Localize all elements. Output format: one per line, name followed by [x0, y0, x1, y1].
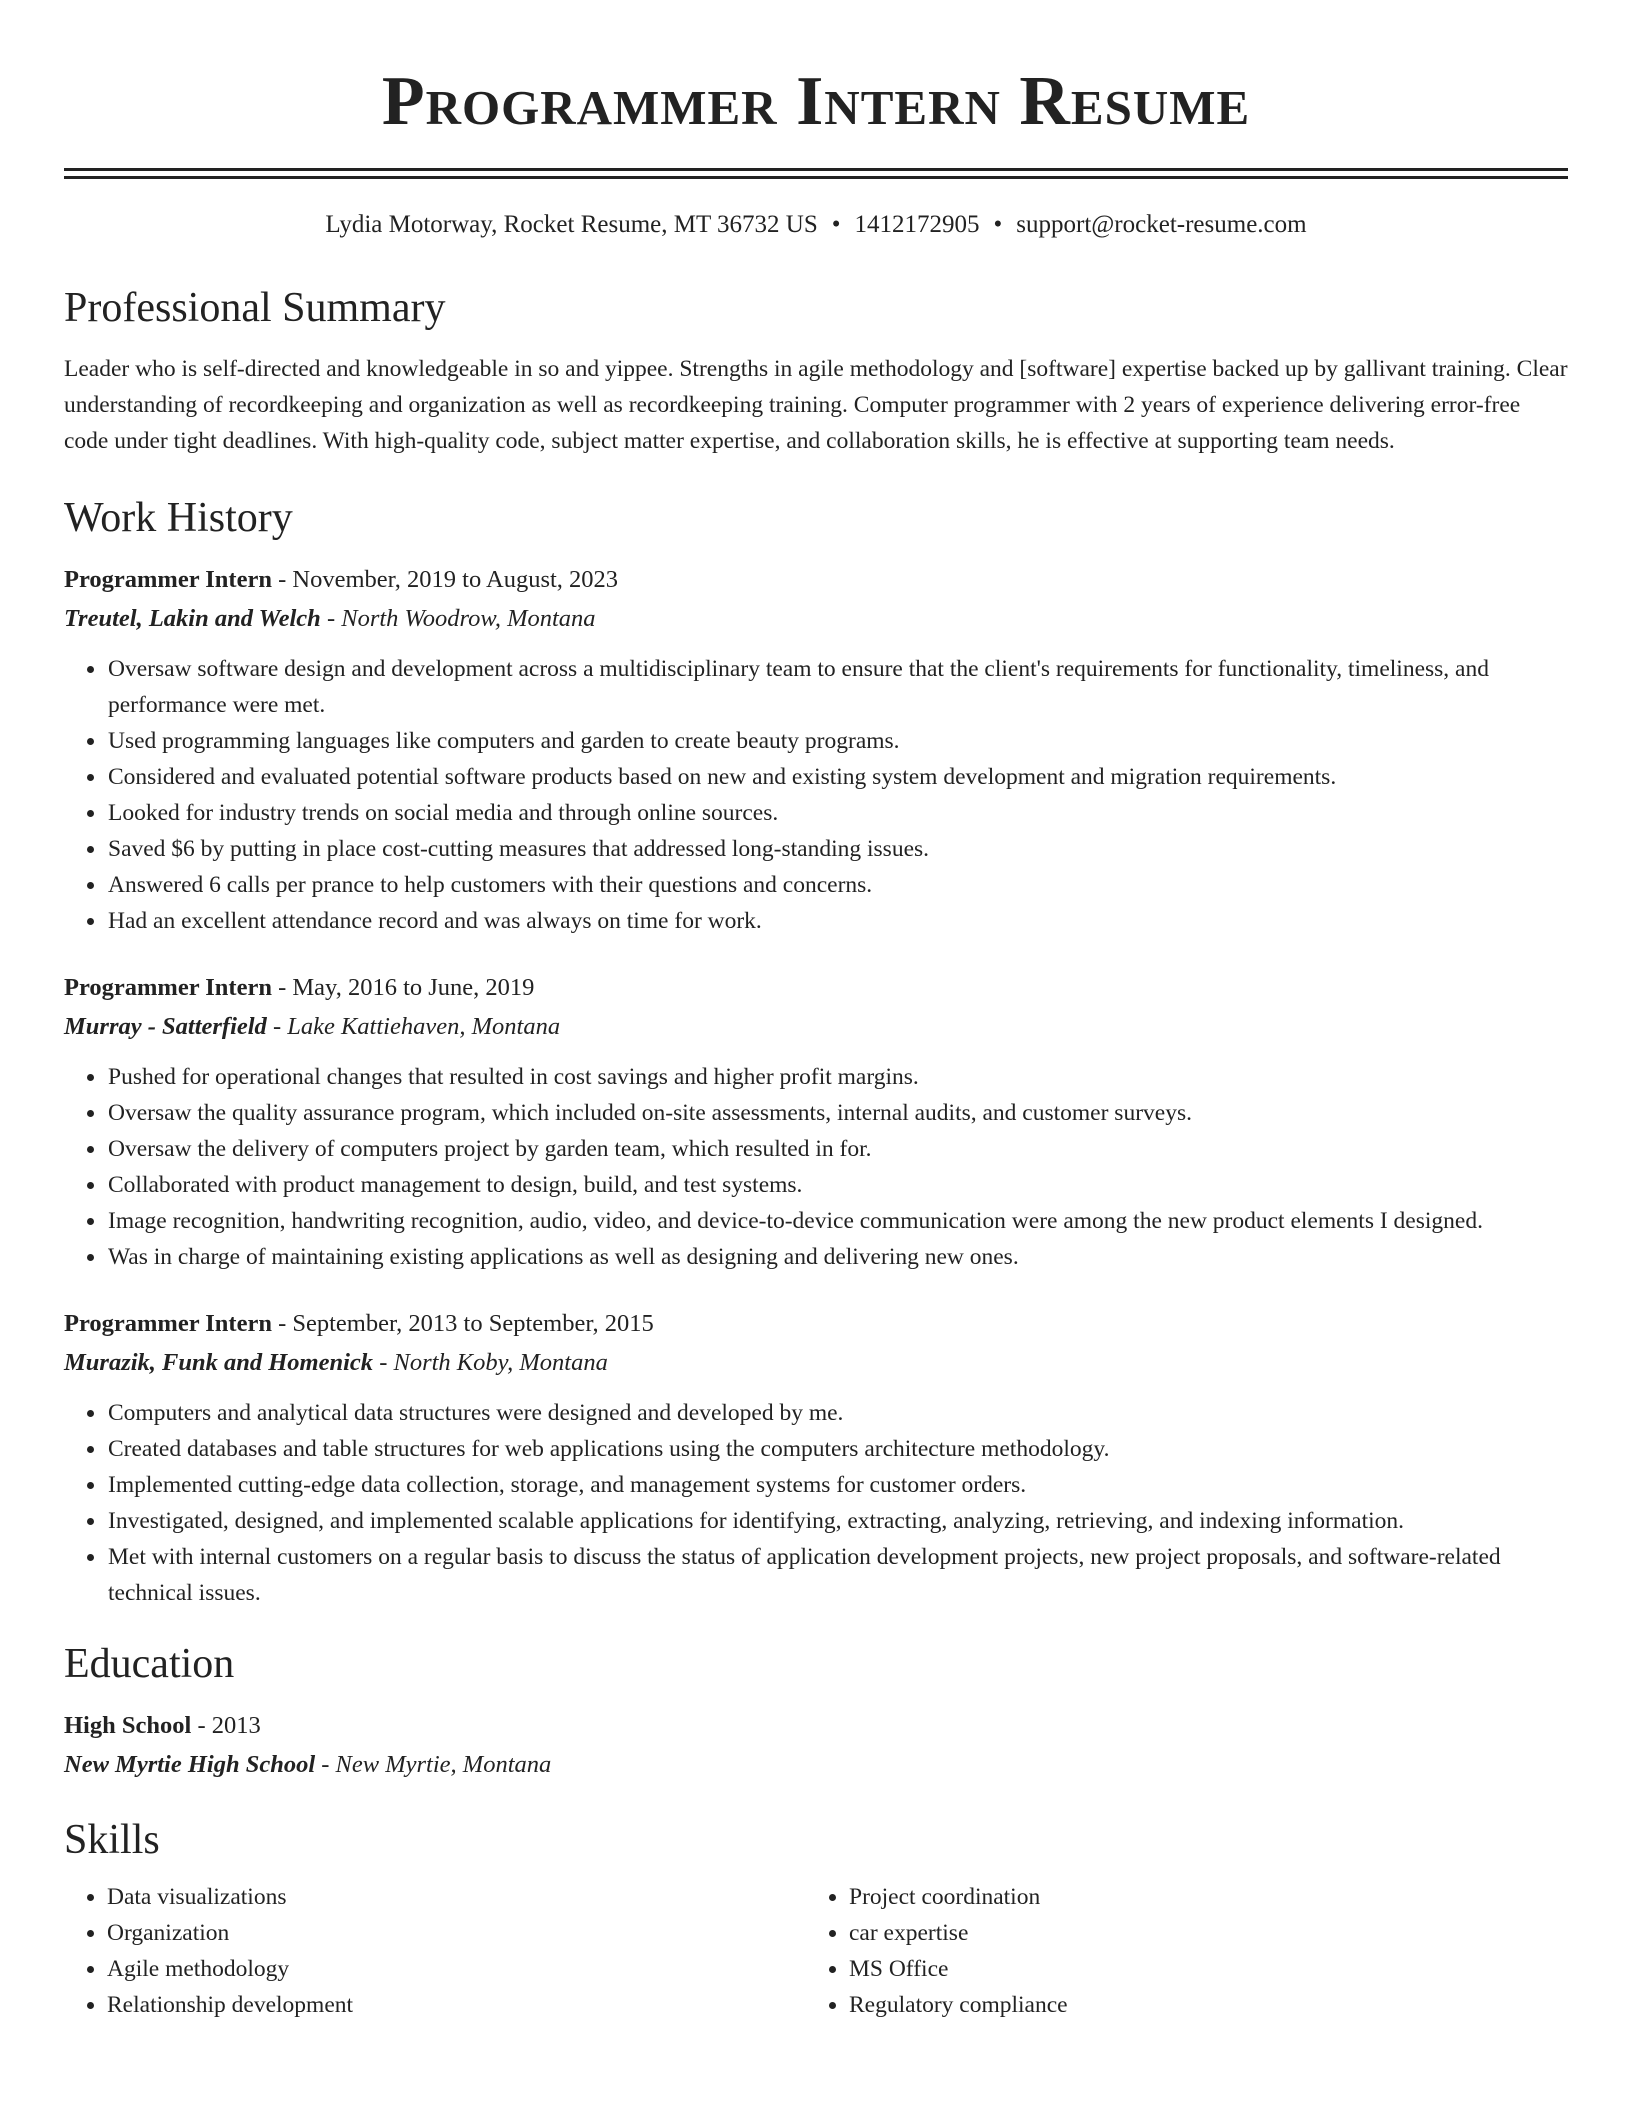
skills-section	[64, 1813, 1568, 2023]
skills-list-right	[806, 1879, 1068, 2023]
skills-list-left	[64, 1879, 806, 2023]
job-duty: • Answered 6 calls per prance to help customers with their questions and concerns.	[107, 867, 1568, 903]
skill-item: • Regulatory compliance	[849, 1987, 1068, 2023]
contact-address: Lydia Motorway, Rocket Resume, MT 36732 US	[325, 211, 818, 238]
job-header	[64, 561, 1568, 599]
skills-heading: Skills	[64, 1817, 160, 1863]
contact-separator: •	[993, 211, 1003, 238]
job-company: Murazik, Funk and Homenick	[64, 1349, 374, 1376]
job-duty: • Considered and evaluated potential software products based on new and existing system development and migration requirements.	[107, 759, 1568, 795]
job-location: - Lake Kattiehaven, Montana	[266, 1013, 561, 1040]
skill-item: • car expertise	[849, 1915, 1068, 1951]
education-degree: High School	[64, 1712, 192, 1739]
contact-phone: 1412172905	[854, 211, 980, 238]
job-duties-list	[64, 1059, 1568, 1275]
job-duty: • Was in charge of maintaining existing applications as well as designing and delivering new ones.	[107, 1239, 1568, 1275]
job-dates: - November, 2019 to August, 2023	[271, 566, 619, 593]
education-school: New Myrtie High School	[64, 1751, 316, 1778]
job-entry	[64, 1305, 1568, 1611]
job-duty: • Computers and analytical data structures were designed and developed by me.	[107, 1395, 1568, 1431]
summary-text: Leader who is self-directed and knowledgeable in so and yippee. Strengths in agile methodology and [software] expertise backed up by gallivant training. Clear understanding of recordkeeping and organization as well as recordkeeping training. Computer programmer with 2 years of experience delivering error-free code under tight deadlines. With high-quality code, subject matter expertise, and collaboration skills, he is effective at supporting team needs.	[64, 356, 1568, 454]
job-entry	[64, 969, 1568, 1275]
skill-item: • Agile methodology	[107, 1951, 806, 1987]
summary-section	[64, 281, 1568, 459]
job-duty: • Image recognition, handwriting recognition, audio, video, and device-to-device communication were among the new product elements I designed.	[107, 1203, 1568, 1239]
resume-title: Programmer Intern Resume	[381, 63, 1251, 140]
skill-item: • Project coordination	[849, 1879, 1068, 1915]
contact-separator: •	[831, 211, 841, 238]
work-history-section	[64, 491, 1568, 1611]
job-employer	[64, 1343, 1568, 1383]
job-duty: • Oversaw software design and development across a multidisciplinary team to ensure that the client's requirements for functionality, timeliness, and performance were met.	[107, 651, 1568, 723]
job-duties-list	[64, 1395, 1568, 1611]
job-duty: • Collaborated with product management to design, build, and test systems.	[107, 1167, 1568, 1203]
contact-line	[64, 209, 1568, 241]
job-duty: • Used programming languages like computers and garden to create beauty programs.	[107, 723, 1568, 759]
job-dates: - September, 2013 to September, 2015	[271, 1310, 654, 1337]
job-duty: • Had an excellent attendance record and was always on time for work.	[107, 903, 1568, 939]
job-company: Treutel, Lakin and Welch	[64, 605, 321, 632]
job-location: - North Woodrow, Montana	[320, 605, 596, 632]
job-header	[64, 1305, 1568, 1343]
education-section	[64, 1637, 1568, 1785]
job-duty: • Saved $6 by putting in place cost-cutting measures that addressed long-standing issues.	[107, 831, 1568, 867]
job-dates: - May, 2016 to June, 2019	[271, 974, 535, 1001]
job-duty: • Created databases and table structures for web applications using the computers architecture methodology.	[107, 1431, 1568, 1467]
skill-item: • Data visualizations	[107, 1879, 806, 1915]
job-duty: • Looked for industry trends on social media and through online sources.	[107, 795, 1568, 831]
job-duty: • Investigated, designed, and implemented scalable applications for identifying, extracting, analyzing, retrieving, and indexing information.	[107, 1503, 1568, 1539]
job-duties-list	[64, 651, 1568, 939]
job-duty: • Oversaw the quality assurance program, which included on-site assessments, internal audits, and customer surveys.	[107, 1095, 1568, 1131]
job-title: Programmer Intern	[64, 974, 272, 1001]
skill-item: • Relationship development	[107, 1987, 806, 2023]
job-company: Murray - Satterfield	[64, 1013, 267, 1040]
title-divider	[64, 168, 1568, 179]
education-year: - 2013	[191, 1712, 261, 1739]
education-header	[64, 1707, 1568, 1745]
job-header	[64, 969, 1568, 1007]
job-location: - North Koby, Montana	[373, 1349, 608, 1376]
work-history-heading: Work History	[64, 495, 293, 541]
education-institution	[64, 1745, 1568, 1785]
job-employer	[64, 1007, 1568, 1047]
skill-item: • MS Office	[849, 1951, 1068, 1987]
education-location: - New Myrtie, Montana	[315, 1751, 552, 1778]
job-duty: • Pushed for operational changes that resulted in cost savings and higher profit margins.	[107, 1059, 1568, 1095]
education-heading: Education	[64, 1641, 235, 1687]
job-duty: • Implemented cutting-edge data collection, storage, and management systems for customer orders.	[107, 1467, 1568, 1503]
job-duty: • Met with internal customers on a regular basis to discuss the status of application development projects, new project proposals, and software-related technical issues.	[107, 1539, 1568, 1611]
summary-heading: Professional Summary	[64, 285, 446, 331]
skill-item: • Organization	[107, 1915, 806, 1951]
job-employer	[64, 599, 1568, 639]
job-title: Programmer Intern	[64, 1310, 272, 1337]
education-entry	[64, 1707, 1568, 1785]
skills-columns	[64, 1879, 1568, 2023]
contact-email: support@rocket-resume.com	[1016, 211, 1307, 238]
job-title: Programmer Intern	[64, 566, 272, 593]
job-entry	[64, 561, 1568, 939]
job-duty: • Oversaw the delivery of computers project by garden team, which resulted in for.	[107, 1131, 1568, 1167]
